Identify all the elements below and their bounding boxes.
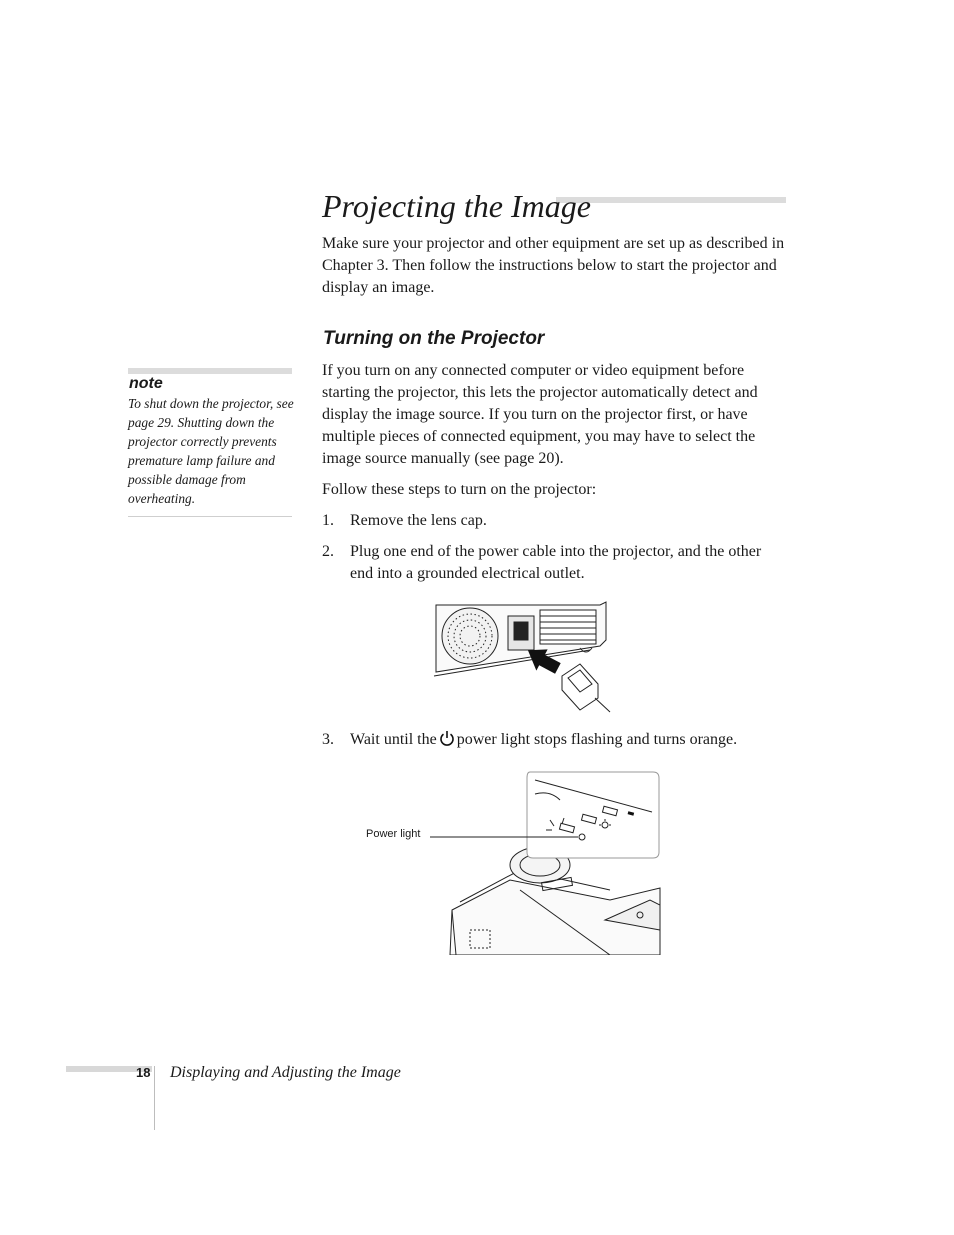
page-title: Projecting the Image [322, 188, 591, 224]
footer-divider [154, 1066, 155, 1130]
step-text: Wait until the [350, 731, 437, 748]
step-text: Remove the lens cap. [350, 512, 487, 529]
page-number: 18 [136, 1065, 151, 1080]
body-paragraph: If you turn on any connected computer or video equipment before starting the projector, this lets the projector automatically detect and display the image source. If you turn on the projector first, or have multiple pieces of connected equipment, you may have to select the image source manually (see page 20). [322, 362, 758, 467]
step-number: 1. [322, 512, 334, 529]
body-paragraph: Follow these steps to turn on the projector: [322, 481, 597, 498]
power-light-callout-label: Power light [366, 828, 421, 840]
note-text: To shut down the projector, see page 29. Shutting down the projector correctly prevents premature lamp failure and possible damage from overheating. [128, 396, 294, 506]
step-text: power light stops flashing and turns orange. [456, 731, 738, 748]
note-heading: note [129, 375, 163, 392]
power-light-illustration [360, 770, 665, 955]
section-heading: Turning on the Projector [323, 328, 545, 349]
step-text: Plug one end of the power cable into the projector, and the other end into a grounded electrical outlet. [350, 543, 762, 582]
step-number: 2. [322, 543, 334, 560]
power-icon [439, 730, 455, 746]
step-item [322, 510, 788, 532]
running-footer-title: Displaying and Adjusting the Image [170, 1064, 401, 1081]
power-cable-illustration [430, 600, 620, 715]
step-item [322, 541, 788, 585]
step-item [322, 729, 788, 751]
intro-paragraph: Make sure your projector and other equipment are set up as described in Chapter 3. Then follow the instructions below to start the projector and display an image. [322, 235, 785, 296]
step-number: 3. [322, 731, 334, 748]
note-divider [128, 516, 292, 517]
